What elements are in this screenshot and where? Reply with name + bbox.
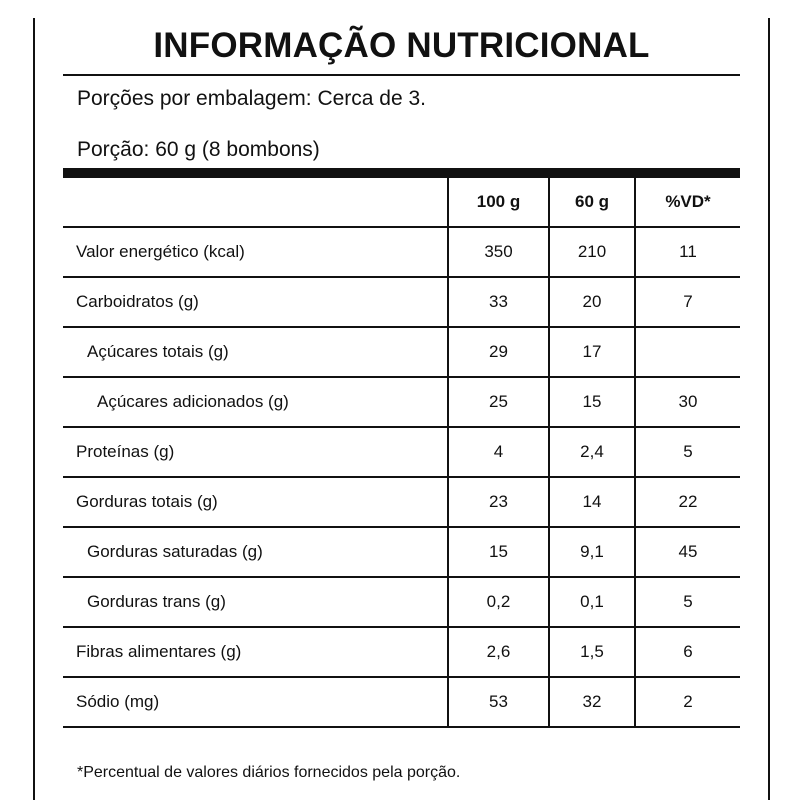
table-row xyxy=(63,527,740,577)
table-row xyxy=(63,627,740,677)
value-per-100g: 2,6 xyxy=(448,627,549,677)
nutrient-name: Fibras alimentares (g) xyxy=(63,627,448,677)
value-per-serving: 15 xyxy=(549,377,635,427)
nutrition-facts-label xyxy=(33,18,770,800)
nutrient-name: Açúcares adicionados (g) xyxy=(63,377,448,427)
value-daily-percent: 5 xyxy=(635,577,740,627)
serving-size: Porção: 60 g (8 bombons) xyxy=(77,138,320,161)
nutrient-name: Gorduras trans (g) xyxy=(63,577,448,627)
nutrient-name: Gorduras saturadas (g) xyxy=(63,527,448,577)
value-per-serving: 20 xyxy=(549,277,635,327)
value-per-100g: 4 xyxy=(448,427,549,477)
value-per-serving: 2,4 xyxy=(549,427,635,477)
title-divider xyxy=(63,74,740,76)
table-row xyxy=(63,427,740,477)
value-per-serving: 1,5 xyxy=(549,627,635,677)
value-daily-percent: 5 xyxy=(635,427,740,477)
value-per-100g: 53 xyxy=(448,677,549,727)
value-per-100g: 23 xyxy=(448,477,549,527)
value-daily-percent xyxy=(635,327,740,377)
nutrient-name: Gorduras totais (g) xyxy=(63,477,448,527)
table-row xyxy=(63,227,740,277)
table-row xyxy=(63,677,740,727)
value-daily-percent: 7 xyxy=(635,277,740,327)
label-title: INFORMAÇÃO NUTRICIONAL xyxy=(153,26,650,65)
value-per-serving: 9,1 xyxy=(549,527,635,577)
value-per-100g: 29 xyxy=(448,327,549,377)
value-daily-percent: 2 xyxy=(635,677,740,727)
value-per-100g: 0,2 xyxy=(448,577,549,627)
table-row xyxy=(63,377,740,427)
value-per-100g: 33 xyxy=(448,277,549,327)
table-row xyxy=(63,277,740,327)
nutrient-name: Carboidratos (g) xyxy=(63,277,448,327)
nutrient-name: Açúcares totais (g) xyxy=(63,327,448,377)
nutrition-table xyxy=(63,178,740,728)
header-per-100g: 100 g xyxy=(448,178,549,227)
table-row xyxy=(63,577,740,627)
table-row xyxy=(63,477,740,527)
value-daily-percent: 45 xyxy=(635,527,740,577)
servings-per-package: Porções por embalagem: Cerca de 3. xyxy=(77,87,427,110)
nutrient-name: Proteínas (g) xyxy=(63,427,448,477)
value-per-serving: 0,1 xyxy=(549,577,635,627)
value-per-serving: 210 xyxy=(549,227,635,277)
value-per-100g: 350 xyxy=(448,227,549,277)
value-daily-percent: 22 xyxy=(635,477,740,527)
header-per-serving: 60 g xyxy=(549,178,635,227)
value-per-serving: 32 xyxy=(549,677,635,727)
value-daily-percent: 6 xyxy=(635,627,740,677)
thick-divider xyxy=(63,168,740,178)
value-per-serving: 17 xyxy=(549,327,635,377)
value-per-serving: 14 xyxy=(549,477,635,527)
footnote: *Percentual de valores diários fornecidos pela porção. xyxy=(77,764,461,781)
header-nutrient xyxy=(63,178,448,227)
value-per-100g: 25 xyxy=(448,377,549,427)
nutrient-name: Sódio (mg) xyxy=(63,677,448,727)
nutrient-name: Valor energético (kcal) xyxy=(63,227,448,277)
table-row xyxy=(63,327,740,377)
value-daily-percent: 30 xyxy=(635,377,740,427)
value-per-100g: 15 xyxy=(448,527,549,577)
table-header-row xyxy=(63,178,740,227)
value-daily-percent: 11 xyxy=(635,227,740,277)
header-daily-value: %VD* xyxy=(635,178,740,227)
